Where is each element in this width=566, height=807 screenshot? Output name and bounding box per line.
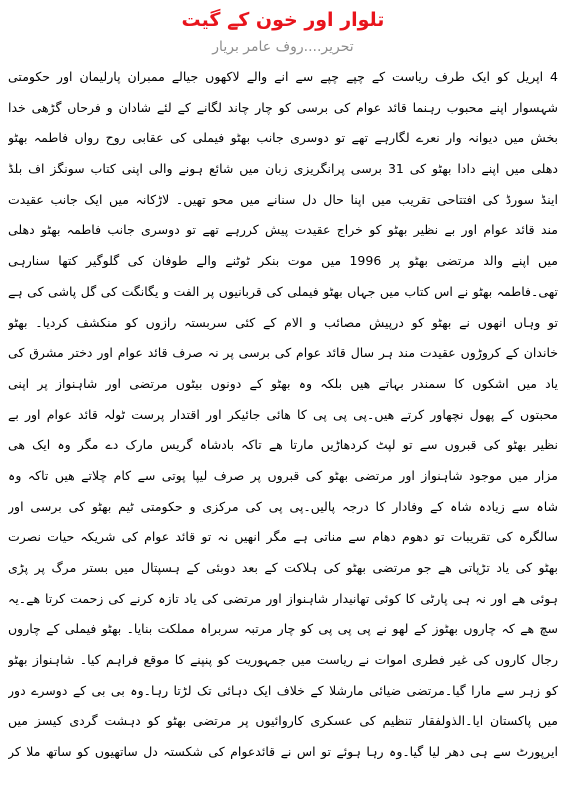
article-line: میں اپنے والد مرتضی بھٹو پر 1996 میں موت بنکر ٹوٹنے والے طوفان کی گلوگیر کتھا سنارہی — [8, 253, 558, 269]
article-line: تھی۔فاطمہ بھٹو نے اس کتاب میں جہاں بھٹو فیملی کی قربانیوں پر الفت و یگانگت کی گل پاشی کی ہے — [8, 283, 558, 299]
article-line: میں پاکستان ایا۔الذولفقار تنظیم کی عسکری کاروائیوں پر مرتضی بھٹو کو دہشت گردی کیسز میں — [8, 713, 558, 729]
article-line: یاد میں اشکوں کا سمندر بہاتے ھیں بلکہ وہ بھٹو کے دونوں بیٹوں مرتضی اور شاہنواز پر اپنی — [8, 375, 558, 391]
article-line: شہسوار اپنے محبوب رہنما قائد عوام کی برسی کو چار چاند لگانے کے لئے شادان و فرحاں گڑھی خدا — [8, 99, 558, 115]
article-line: سالگرہ کی تقریبات تو دھوم دھام سے مناتی ہے مگر انھیں نہ تو قائد عوام کی شریکہ حیات نصرت — [8, 529, 558, 545]
article-line: 4 اپریل کو ایک طرف ریاست کے چپے چپے سے انے والے لاکھوں جیالے ممبران پارلیمان اور حکومتی — [8, 69, 558, 84]
article-line: رجال کاروں کی غیر فطری اموات نے ریاست میں جمہوریت کو پنپنے کا موقع فراہم کیا۔ شاہنواز بھٹو — [8, 652, 558, 668]
article-line: بخش میں دیوانہ وار نعرے لگارہے تھے تو دوسری جانب بھٹو فیملی کی عقابی روح رواں فاطمہ بھٹو — [8, 130, 558, 146]
article-line: دھلی میں اپنے دادا بھٹو کی 31 برسی پرانگریزی زبان میں شائع ہونے والی اپنی کتاب سونگز اف بلڈ — [8, 161, 558, 177]
article-line: ہوئی ھے اور نہ ہی پارٹی کا کوئی تھانیدار شاہنواز اور مرتضی کی یاد تازہ کرنے کی زحمت کرتا ھے۔یہ — [8, 590, 558, 606]
article-line: شاہ سے زیادہ شاہ کے وفادار کا درجہ پالیں۔پی پی کی مرکزی و حکومتی ٹیم بھٹو کی برسی اور — [8, 498, 558, 514]
article-line: ایرپورٹ سے ہی دھر لیا گیا۔وہ رہا ہوئے تو اس نے قائدعوام کی شکستہ دل ساتھیوں کو ساتھ ملا کر — [8, 744, 558, 760]
article-line: نظیر بھٹو کی قبروں سے تو لپٹ کردھاڑیں مارتا ھے تاکہ بادشاہ گریس مارک دے مگر وہ ایک ھی — [8, 437, 558, 453]
article-line: کو زہر سے مارا گیا۔مرتضی ضیائی مارشلا کے خلاف ایک دہائی تک لڑتا رہا۔وہ بی بی کے دوسرے دور — [8, 682, 558, 698]
article-line: تو وہاں انھوں نے بھٹو کو درپیش مصائب و الام کے کئی سربستہ رازوں کو منکشف کردیا۔ بھٹو — [8, 314, 558, 330]
article-title: تلوار اور خون کے گیت — [181, 9, 385, 31]
article-line: محبتوں کے پھول نچھاور کرتے ھیں۔پی پی پی کا ھائی جائیکر اور اقتدار پرست ٹولہ قائد عوام اور بے — [8, 406, 558, 422]
article-byline: تحریر....روف عامر بریار — [212, 39, 354, 55]
article-line: خاندان کے کروڑوں عقیدت مند ہر سال قائد عوام کی برسی پر نہ صرف قائد عوام اور دختر مشرق کی — [8, 345, 558, 361]
article-body — [8, 62, 558, 768]
article-line: سچ ھے کہ چاروں بھٹوز کے لھو نے پی پی پی کو چار مرتبہ سربراہ مملکت بنایا۔ بھٹو فیملی کے چاروں — [8, 621, 558, 637]
article-line: مند قائد عوام اور بے نظیر بھٹو کو خراج عقیدت پیش کررہے تھے تو دوسری جانب فاطمہ بھٹو دھلی — [8, 222, 558, 238]
article-line: مزار میں موجود شاہنواز اور مرتضی بھٹو کی قبروں پر صرف لیپا پوتی سے کام چلاتے ھیں تاکہ وہ — [8, 467, 558, 483]
article-line: بھٹو کی یاد تڑپاتی ھے جو مرتضی بھٹو کی ہلاکت کے بعد دوبئی کے ہسپتال میں بستر مرگ پر پڑی — [8, 560, 558, 575]
article-line: اینڈ سورڈ کی افتتاحی تقریب میں اپنا حال دل سنانے میں محو تھیں۔ لاڑکانہ میں ایک جانب عقیدت — [8, 191, 558, 207]
